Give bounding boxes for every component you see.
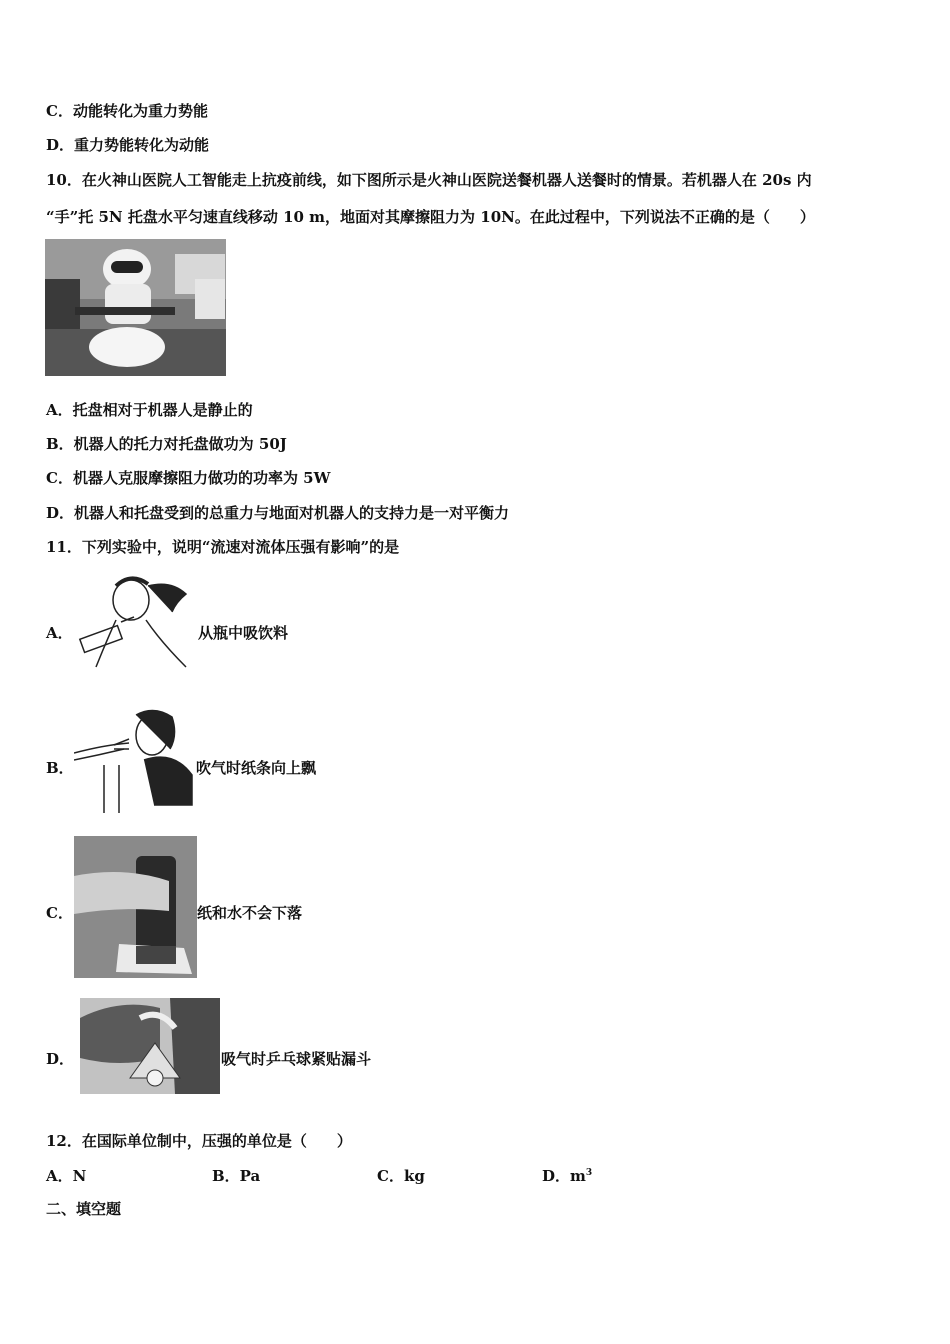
- q11-option-a-text: 从瓶中吸饮料: [198, 624, 289, 642]
- question-12-stem: 12．在国际单位制中，压强的单位是（ ）: [46, 1132, 352, 1150]
- q12-option-d: [542, 1165, 592, 1186]
- question-10-option-c: C．机器人克服摩擦阻力做功的功率为 5W: [46, 469, 331, 487]
- q12-option-a: A．N: [46, 1167, 87, 1185]
- option-d-prev: D．重力势能转化为动能: [46, 136, 210, 154]
- question-11-stem: 11．下列实验中，说明“流速对流体压强有影响”的是: [46, 538, 400, 556]
- question-10-option-d: D．机器人和托盘受到的总重力与地面对机器人的支持力是一对平衡力: [46, 504, 510, 522]
- section-heading: 二、填空题: [46, 1200, 122, 1218]
- q11-option-b-label: B．: [46, 759, 74, 777]
- q11-option-a-label: A．: [46, 624, 73, 642]
- q11-option-d-label: D．: [46, 1050, 75, 1068]
- funnel-pingpong-photo: [80, 998, 220, 1094]
- question-10-line2: “手”托 5N 托盘水平匀速直线移动 10 m，地面对其摩擦阻力为 10N。在此过程中，下列说法不正确的是（ ）: [46, 208, 815, 226]
- question-10-line1: 10．在火神山医院人工智能走上抗疫前线，如下图所示是火神山医院送餐机器人送餐时的情景。若机器人在 20s 内: [46, 171, 812, 189]
- option-c-prev: C．动能转化为重力势能: [46, 102, 208, 120]
- q11-option-c-text: 纸和水不会下落: [197, 904, 303, 922]
- boy-blowing-drawing: [74, 705, 196, 815]
- q12-option-d-exponent: 3: [585, 1168, 593, 1178]
- inverted-cup-photo: [74, 836, 197, 978]
- q11-option-c-label: C．: [46, 904, 73, 922]
- question-10-option-a: A．托盘相对于机器人是静止的: [46, 401, 253, 419]
- robot-photo: [45, 239, 226, 376]
- q11-option-d-text: 吸气时乒乓球紧贴漏斗: [221, 1050, 372, 1068]
- girl-drinking-drawing: [76, 572, 198, 672]
- q11-option-b-text: 吹气时纸条向上飘: [196, 759, 317, 777]
- question-10-option-b: B．机器人的托力对托盘做功为 50J: [46, 435, 287, 453]
- q12-option-c: C．kg: [377, 1167, 425, 1185]
- q12-option-b: B．Pa: [212, 1167, 261, 1185]
- q12-option-d-text: D．m: [542, 1167, 586, 1185]
